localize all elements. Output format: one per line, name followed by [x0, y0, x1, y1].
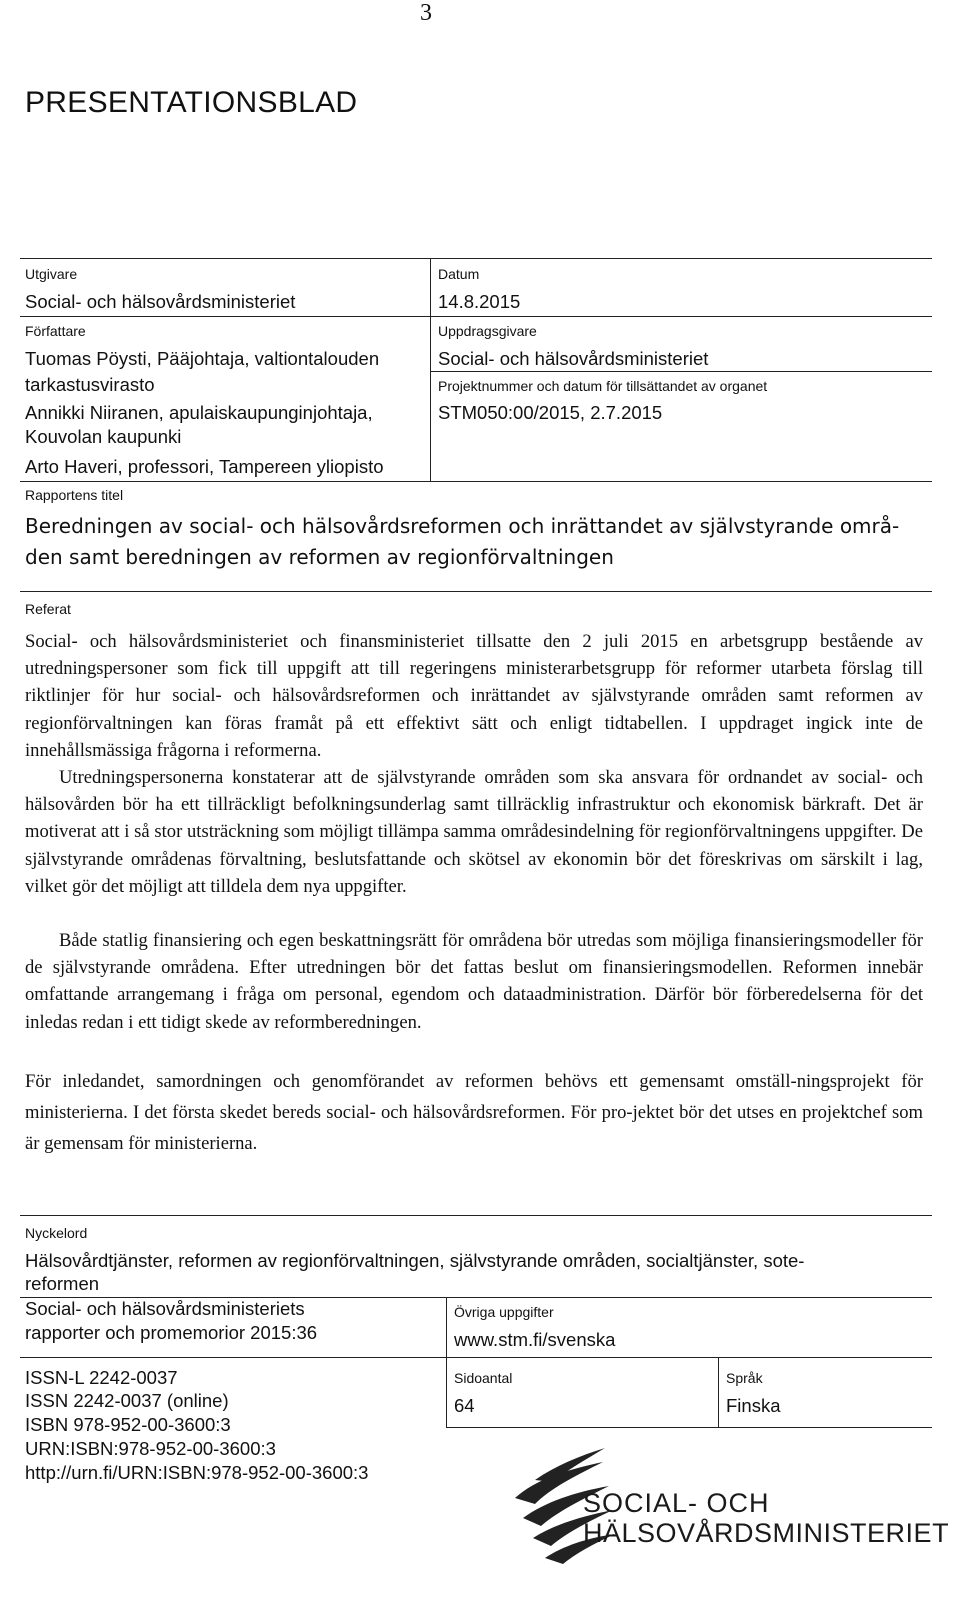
ministry-logo [505, 1440, 950, 1580]
date-value: 14.8.2015 [438, 291, 521, 312]
identifier-line: ISSN-L 2242-0037 [25, 1367, 178, 1388]
divider-keywords [20, 1215, 932, 1216]
commissioner-label: Uppdragsgivare [438, 323, 537, 339]
divider-commissioner [430, 371, 932, 372]
logo-line-1: SOCIAL- OCH [583, 1488, 770, 1518]
column-divider [430, 258, 431, 481]
keywords-label: Nyckelord [25, 1225, 88, 1241]
abstract-label: Referat [25, 601, 71, 617]
pages-value: 64 [454, 1395, 475, 1416]
language-column-divider [718, 1357, 719, 1427]
keywords-line: Hälsovårdtjänster, reformen av regionförvaltningen, självstyrande områden, socialtjänster, sote- [25, 1250, 805, 1271]
divider-pages [446, 1427, 932, 1428]
author-line: Arto Haveri, professori, Tampereen yliopisto [25, 456, 384, 477]
divider-publisher [20, 316, 932, 317]
date-label: Datum [438, 266, 480, 282]
identifier-line: ISBN 978-952-00-3600:3 [25, 1414, 231, 1435]
identifier-line: URN:ISBN:978-952-00-3600:3 [25, 1438, 276, 1459]
page-title: PRESENTATIONSBLAD [25, 86, 358, 119]
report-title-label: Rapportens titel [25, 487, 124, 503]
publisher-value: Social- och hälsovårdsministeriet [25, 291, 296, 312]
language-value: Finska [726, 1395, 781, 1416]
authors-label: Författare [25, 323, 86, 339]
report-title-line: den samt beredningen av reformen av regionförvaltningen [25, 545, 614, 569]
abstract-paragraph: Social- och hälsovårdsministeriet och finansministeriet tillsatte den 2 juli 2015 en arbetsgrupp bestående av utredningspersoner som fick till uppgift att till regeringens ministerarbetsgrupp för reformer utarbeta förslag till riktlinjer för hur social- och hälsovårdsreformen och inrättandet av självstyrande områden samt reformen av regionförvaltningen kan föras framåt på ett effektivt sätt och enligt tidtabellen. I uppdraget ingick inte de innehållsmässiga frågorna i reformerna. [25, 631, 923, 761]
page-number: 3 [420, 0, 432, 26]
divider-abstract [20, 591, 932, 592]
language-label: Språk [726, 1370, 763, 1386]
logo-line-2: HÄLSOVÅRDSMINISTERIET [583, 1518, 950, 1548]
abstract-paragraph: Utredningspersonerna konstaterar att de självstyrande områden som ska ansvara för ordnandet av social- och hälsovården bör ha ett tillräckligt befolkningsunderlag samt tillräcklig infrastruktur och ekonomisk bärkraft. Det är motiverat att i så stor utsträckning som möjligt tillämpa samma områdesindelning för regionförvaltningens uppgifter. De självstyrande områdenas förvaltning, beslutsfattande och skötsel av ekonomin bör det föreskrivas om särskilt i lag, vilket gör det möjligt att tilldela dem nya uppgifter. [25, 767, 923, 897]
project-label: Projektnummer och datum för tillsättandet av organet [438, 378, 768, 394]
series-column-divider [446, 1297, 447, 1427]
publisher-label: Utgivare [25, 266, 78, 282]
series-line: rapporter och promemorior 2015:36 [25, 1322, 318, 1343]
author-line: Kouvolan kaupunki [25, 426, 182, 447]
keywords-line: reformen [25, 1273, 100, 1294]
author-line: Tuomas Pöysti, Pääjohtaja, valtiontalouden [25, 348, 380, 369]
divider-title [20, 481, 932, 482]
other-info-label: Övriga uppgifter [454, 1304, 554, 1320]
other-info-link[interactable]: www.stm.fi/svenska [454, 1329, 616, 1350]
divider-identifiers [20, 1357, 932, 1358]
abstract-paragraph: För inledandet, samordningen och genomförandet av reformen behövs ett gemensamt omställ-ningsprojekt för ministerierna. I det första skedet bereds social- och hälsovårdsreformen. För pro-jektet bör det utses en projektchef som är gemensam för ministerierna. [25, 1071, 923, 1154]
pages-label: Sidoantal [454, 1370, 513, 1386]
author-line: tarkastusvirasto [25, 374, 155, 395]
commissioner-value: Social- och hälsovårdsministeriet [438, 348, 709, 369]
identifier-link[interactable]: http://urn.fi/URN:ISBN:978-952-00-3600:3 [25, 1462, 369, 1483]
series-line: Social- och hälsovårdsministeriets [25, 1298, 305, 1319]
table-top-border [20, 258, 932, 259]
report-title-line: Beredningen av social- och hälsovårdsreformen och inrättandet av självstyrande områ- [25, 514, 900, 538]
abstract-paragraph: Både statlig finansiering och egen beskattningsrätt för områdena bör utredas som möjliga finansieringsmodeller för de självstyrande områdena. Efter utredningen bör det fattas beslut om finansieringsmodellen. Reformen innebär omfattande arrangemang i fråga om personal, egendom och dataadministration. Därför bör förberedelserna för det inledas redan i ett tidigt skede av reformberedningen. [25, 930, 923, 1033]
author-line: Annikki Niiranen, apulaiskaupunginjohtaja, [25, 402, 373, 423]
project-value: STM050:00/2015, 2.7.2015 [438, 402, 663, 423]
identifier-line: ISSN 2242-0037 (online) [25, 1390, 229, 1411]
